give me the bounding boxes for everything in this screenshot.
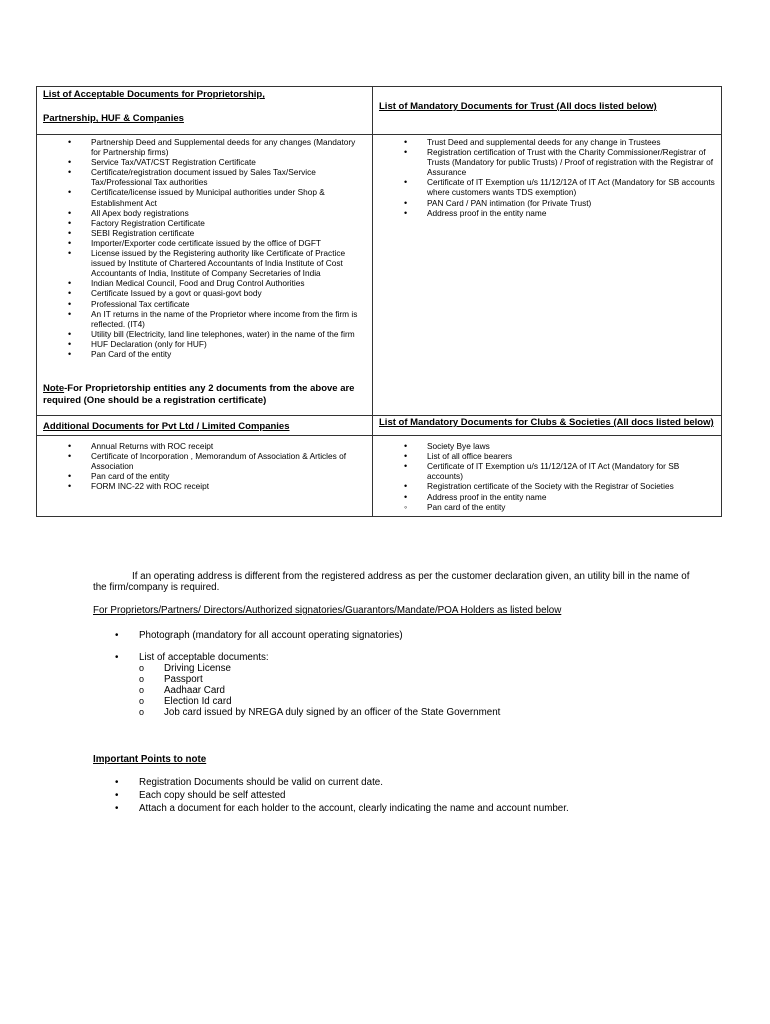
- list-item: o Election Id card: [139, 696, 500, 707]
- list-item: • Service Tax/VAT/CST Registration Certificate: [91, 157, 366, 167]
- list-item: o Aadhaar Card: [139, 685, 500, 696]
- proprietorship-docs-list: [37, 135, 372, 363]
- pvt-header: Additional Documents for Pvt Ltd / Limited Companies: [43, 421, 290, 433]
- acceptable-docs-label: List of acceptable documents:: [139, 652, 269, 663]
- list-item: o Passport: [139, 674, 500, 685]
- clubs-docs-cell: [373, 436, 722, 517]
- list-item: • Society Bye laws: [427, 441, 715, 451]
- list-item: • Factory Registration Certificate: [91, 218, 366, 228]
- list-item: • Registration Documents should be valid on current date.: [93, 777, 569, 788]
- list-item: ◦ Pan card of the entity: [427, 502, 715, 512]
- list-item: • SEBI Registration certificate: [91, 228, 366, 238]
- list-item: • Partnership Deed and Supplemental deeds for any changes (Mandatory for Partnership firms): [91, 137, 366, 157]
- list-item: • Certificate of IT Exemption u/s 11/12/12A of IT Act (Mandatory for SB accounts where customers wants TDS exemption): [427, 177, 715, 197]
- note-text: -For Proprietorship entities any 2 documents from the above are required (One should be a registration certificate): [43, 383, 355, 407]
- pvt-docs-list: [37, 436, 372, 495]
- clubs-docs-list: [373, 436, 721, 516]
- photograph-item: • Photograph (mandatory for all account operating signatories): [93, 630, 403, 641]
- acceptable-docs-sublist: [139, 663, 500, 718]
- list-item: • Trust Deed and supplemental deeds for any change in Trustees: [427, 137, 715, 147]
- trust-docs-list: [373, 135, 721, 222]
- list-item: • Professional Tax certificate: [91, 299, 366, 309]
- pvt-header-cell: [37, 416, 373, 436]
- photograph-list: [93, 630, 403, 641]
- list-item: • FORM INC-22 with ROC receipt: [91, 481, 366, 491]
- list-item: • HUF Declaration (only for HUF): [91, 339, 366, 349]
- list-item: • Address proof in the entity name: [427, 208, 715, 218]
- list-item: • Registration certificate of the Society with the Registrar of Societies: [427, 481, 715, 491]
- list-item: • Certificate Issued by a govt or quasi-govt body: [91, 288, 366, 298]
- acceptable-docs-list: [93, 652, 500, 718]
- clubs-header: List of Mandatory Documents for Clubs & Societies (All docs listed below): [379, 417, 714, 429]
- list-item: • Pan Card of the entity: [91, 349, 366, 359]
- trust-header: List of Mandatory Documents for Trust (All docs listed below): [379, 101, 657, 112]
- acceptable-docs-item: [93, 652, 500, 718]
- list-item: • License issued by the Registering authority like Certificate of Practice issued by Institute of Chartered Accountants of India Institute of Cost Accountants of India, Institute of Company Secretaries of India: [91, 248, 366, 278]
- proprietorship-header-line2: Partnership, HUF & Companies: [43, 113, 184, 124]
- list-item: • Certificate/license issued by Municipal authorities under Shop & Establishment Act: [91, 187, 366, 207]
- trust-header-cell: [373, 87, 722, 135]
- list-item: • PAN Card / PAN intimation (for Private Trust): [427, 198, 715, 208]
- list-item: • Annual Returns with ROC receipt: [91, 441, 366, 451]
- list-item: • Pan card of the entity: [91, 471, 366, 481]
- list-item: • Certificate/registration document issued by Sales Tax/Service Tax/Professional Tax authorities: [91, 167, 366, 187]
- documents-table: [36, 86, 722, 517]
- proprietorship-header-cell: [37, 87, 373, 135]
- important-points-list: [93, 777, 569, 816]
- list-item: • Certificate of IT Exemption u/s 11/12/12A of IT Act (Mandatory for SB accounts): [427, 461, 715, 481]
- note-prefix: Note: [43, 383, 65, 395]
- proprietorship-header-line1: List of Acceptable Documents for Proprietorship,: [43, 89, 265, 100]
- list-item: • Each copy should be self attested: [93, 790, 569, 801]
- list-item: • Registration certification of Trust with the Charity Commissioner/Registrar of Trusts (Mandatory for public Trusts) / Proof of registration with the Registrar of Assurance: [427, 147, 715, 177]
- proprietorship-note: [37, 383, 372, 415]
- list-item: • Utility bill (Electricity, land line telephones, water) in the name of the firm: [91, 329, 366, 339]
- list-item: • Indian Medical Council, Food and Drug Control Authorities: [91, 278, 366, 288]
- proprietorship-docs-cell: [37, 135, 373, 416]
- list-item: • An IT returns in the name of the Proprietor where income from the firm is reflected. (IT4): [91, 309, 366, 329]
- clubs-header-cell: [373, 416, 722, 436]
- list-item: • Importer/Exporter code certificate issued by the office of DGFT: [91, 238, 366, 248]
- list-item: o Driving License: [139, 663, 500, 674]
- list-item: • Address proof in the entity name: [427, 492, 715, 502]
- list-item: • Certificate of Incorporation , Memorandum of Association & Articles of Association: [91, 451, 366, 471]
- address-paragraph: If an operating address is different from the registered address as per the customer declaration given, an utility bill in the name of the firm/company is required.: [93, 571, 690, 593]
- list-item: • Attach a document for each holder to the account, clearly indicating the name and account number.: [93, 803, 569, 814]
- list-item: o Job card issued by NREGA duly signed by an officer of the State Government: [139, 707, 500, 718]
- trust-docs-cell: [373, 135, 722, 416]
- list-item: • All Apex body registrations: [91, 208, 366, 218]
- pvt-docs-cell: [37, 436, 373, 517]
- important-points-title: Important Points to note: [93, 754, 207, 765]
- list-item: • List of all office bearers: [427, 451, 715, 461]
- holders-heading: For Proprietors/Partners/ Directors/Authorized signatories/Guarantors/Mandate/POA Holders as listed below: [93, 605, 562, 616]
